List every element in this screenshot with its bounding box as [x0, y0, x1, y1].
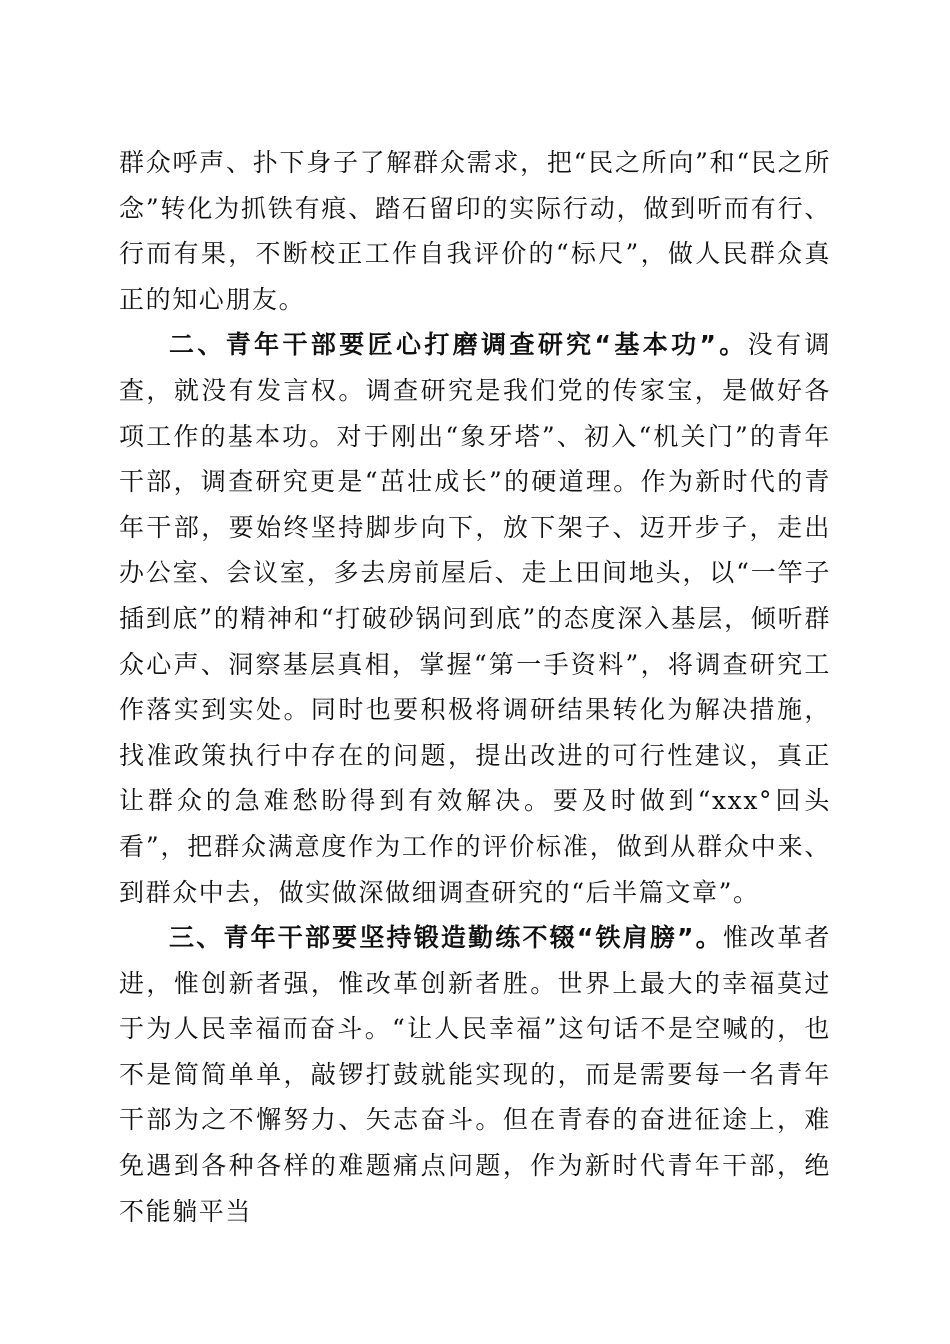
paragraph-section-two	[119, 322, 831, 915]
document-body	[119, 140, 831, 1234]
paragraph-text: 惟改革者进，惟创新者强，惟改革创新者胜。世界上最大的幸福莫过于为人民幸福而奋斗。“让人民幸福”这句话不是空喊的，也不是简简单单，敲锣打鼓就能实现的，而是需要每一名青年干部为之不懈努力、矢志奋斗。但在青春的奋进征途上，难免遇到各种各样的难题痛点问题，作为新时代青年干部，绝不能躺平当	[119, 923, 831, 1226]
section-heading-two: 二、青年干部要匠心打磨调查研究“基本功”。	[169, 330, 748, 360]
section-heading-three: 三、青年干部要坚持锻造勤练不辍“铁肩膀”。	[169, 923, 723, 953]
paragraph-section-three	[119, 915, 831, 1234]
paragraph-text: 没有调查，就没有发言权。调查研究是我们党的传家宝，是做好各项工作的基本功。对于刚出“象牙塔”、初入“机关门”的青年干部，调查研究更是“茁壮成长”的硬道理。作为新时代的青年干部，要始终坚持脚步向下，放下架子、迈开步子，走出办公室、会议室，多去房前屋后、走上田间地头，以“一竿子插到底”的精神和“打破砂锅问到底”的态度深入基层，倾听群众心声、洞察基层真相，掌握“第一手资料”，将调查研究工作落实到实处。同时也要积极将调研结果转化为解决措施，找准政策执行中存在的问题，提出改进的可行性建议，真正让群众的急难愁盼得到有效解决。要及时做到“xxx°回头看”，把群众满意度作为工作的评价标准，做到从群众中来、到群众中去，做实做深做细调查研究的“后半篇文章”。	[119, 330, 831, 907]
paragraph-text: 群众呼声、扑下身子了解群众需求，把“民之所向”和“民之所念”转化为抓铁有痕、踏石留印的实际行动，做到听而有行、行而有果，不断校正工作自我评价的“标尺”，做人民群众真正的知心朋友。	[119, 148, 831, 314]
paragraph-continuation	[119, 140, 831, 322]
